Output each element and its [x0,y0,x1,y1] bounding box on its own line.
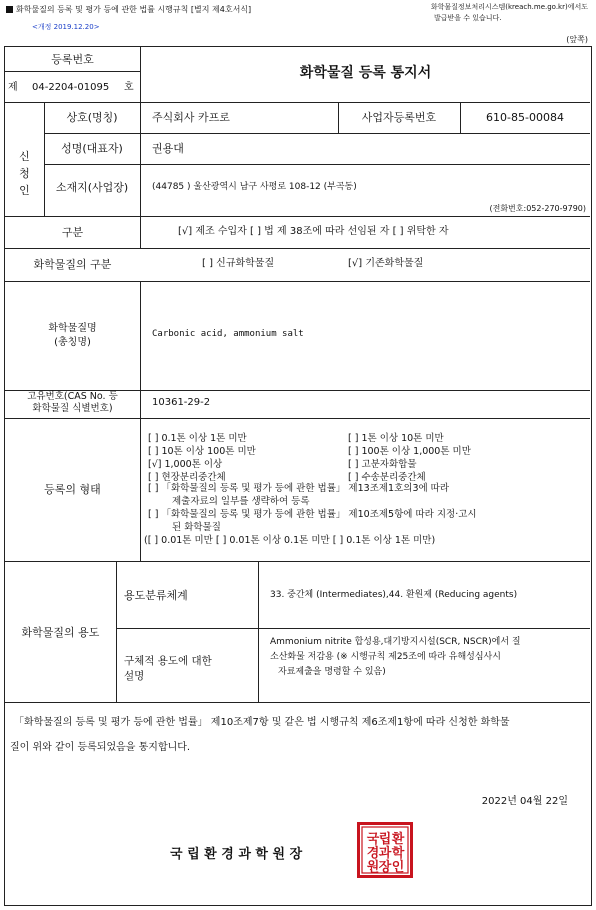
reg-no-label: 등록번호 [51,53,94,66]
reg-form-left-options: [ ] 0.1톤 이상 1톤 미만 [ ] 10톤 이상 100톤 미만 [√] 1,000톤 이상 [ ] 현장분리중간체 [148,433,256,483]
chem-name-label-1: 화학물질명 [48,323,97,334]
option-new-chemical: [ ] 신규화학물질 [202,258,275,269]
address-label: 소재지(사업장) [55,181,129,194]
applicant-group-label: 신 청 인 [19,150,30,197]
notice-line-2: 질이 위와 같이 등록되었음을 통지합니다. [10,742,191,753]
reg-form-tonnage-options: ([ ] 0.01톤 미만 [ ] 0.01톤 이상 0.1톤 미만 [ ] 0.1톤 이상 1톤 미만) [144,535,436,546]
representative-label: 성명(대표자) [61,142,123,155]
reg-form-designated-1: [ ] 「화학물질의 등록 및 평가 등에 관한 법률」 제10조제5항에 따라 지정·고시 [148,509,477,520]
cas-value: 10361-29-2 [152,397,211,408]
company-value: 주식회사 카프로 [152,111,230,124]
front-page-marker: (앞쪽) [566,35,588,44]
biz-no-value: 610-85-00084 [486,111,564,124]
official-seal [357,822,413,878]
chem-name-label-2: (총칭명) [54,337,91,348]
company-label: 상호(명칭) [66,111,118,124]
online-note-1: 화학물질정보처리시스템(kreach.me.go.kr)에서도 [430,3,588,11]
reg-no-prefix: 제 [8,82,18,93]
svg-text:과: 과 [378,846,392,861]
biz-no-label: 사업자등록번호 [361,111,437,124]
svg-text:경: 경 [366,846,380,861]
representative-value: 권용대 [152,142,184,155]
svg-text:장: 장 [378,860,392,875]
option-existing-chemical: [√] 기존화학물질 [348,258,424,269]
reg-form-right-options: [ ] 1톤 이상 10톤 미만 [ ] 100톤 이상 1,000톤 미만 [ ] 고분자화합물 [ ] 수송분리중간체 [348,433,471,483]
usage-detail-label-1: 구체적 용도에 대한 [124,655,212,667]
division-label: 구분 [61,226,84,239]
chem-class-label: 화학물질의 구분 [33,258,112,271]
cas-label-1: 고유번호(CAS No. 등 [27,391,118,402]
reg-form-omission-2: 제출자료의 일부를 생략하여 등록 [172,496,310,507]
form-frame [4,46,592,906]
svg-text:립: 립 [378,832,392,847]
notice-line-1: 「화학물질의 등록 및 평가 등에 관한 법률」 제10조제7항 및 같은 법 시행규칙 제6조제1항에 따라 신청한 화학물 [14,717,510,728]
usage-classification-value: 33. 중간체 (Intermediates),44. 환원제 (Reducing agents) [270,590,518,600]
issue-date: 2022년 04월 22일 [481,796,568,807]
svg-text:국: 국 [366,832,380,847]
phone-number: (전화번호:052-270-9790) [489,204,586,213]
revision-date: <개정 2019.12.20> [32,23,100,31]
address-value: (44785 ) 울산광역시 남구 사평로 108-12 (부곡동) [152,182,357,192]
svg-text:인: 인 [391,860,405,875]
usage-detail-label-2: 설명 [124,670,145,682]
reg-form-designated-2: 된 화학물질 [172,522,221,533]
division-value: [√] 제조 수입자 [ ] 법 제 38조에 따라 선임된 자 [ ] 위탁한 자 [178,226,449,237]
chem-name-value: Carbonic acid, ammonium salt [152,329,304,339]
square-bullet-icon [6,6,13,13]
usage-label: 화학물질의 용도 [21,626,100,639]
reg-form-omission-1: [ ] 「화학물질의 등록 및 평가 등에 관한 법률」 제13조제1호의3에 따라 [148,483,450,494]
reg-no-value: 04-2204-01095 [32,82,110,93]
reg-no-suffix: 호 [124,82,134,93]
reg-form-label: 등록의 형태 [44,483,101,496]
svg-text:원: 원 [366,860,380,875]
issuer-name: 국 립 환 경 과 학 원 장 [170,847,303,862]
document-title: 화학물질 등록 통지서 [299,65,432,81]
svg-text:학: 학 [391,846,405,861]
usage-classification-label: 용도분류체계 [124,589,188,602]
usage-detail-value: Ammonium nitrite 합성용,대기방지시설(SCR, NSCR)에서 질 소산화물 저감용 (※ 시행규칙 제25조에 따라 유해성심사시 자료제출을 명령할 수 있음) [270,637,521,677]
cas-label-2: 화학물질 식별번호) [32,403,113,414]
regulation-title: 화학물질의 등록 및 평가 등에 관한 법률 시행규칙 [별지 제4호서식] [6,6,251,14]
online-note-2: 발급받을 수 있습니다. [434,14,502,22]
svg-text:환: 환 [391,832,405,847]
